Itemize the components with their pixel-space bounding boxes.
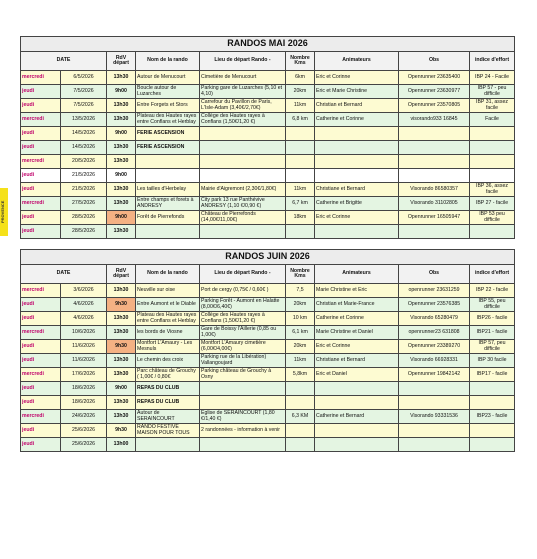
effort-cell: IBP 55, peu difficile (470, 298, 515, 312)
day-cell: jeudi (21, 424, 61, 438)
day-cell: jeudi (21, 438, 61, 452)
obs-cell (399, 438, 470, 452)
effort-cell (470, 438, 515, 452)
day-cell: mercredi (21, 197, 61, 211)
lieu-cell: Port de cergy (0,75€ / 0,60€ ) (200, 284, 286, 298)
effort-cell (470, 396, 515, 410)
col-rdv: RdV départ (107, 265, 136, 284)
day-cell: mercredi (21, 71, 61, 85)
date-cell: 25/6/2026 (61, 438, 107, 452)
col-rdv: RdV départ (107, 52, 136, 71)
time-cell: 9h30 (107, 424, 136, 438)
date-cell: 20/5/2026 (61, 155, 107, 169)
col-animateurs: Animateurs (315, 265, 399, 284)
table-row (21, 312, 515, 326)
name-cell: Autour de Menucourt (136, 71, 200, 85)
table-row (21, 424, 515, 438)
animateurs-cell (315, 169, 399, 183)
date-cell: 25/6/2026 (61, 424, 107, 438)
date-cell: 7/5/2026 (61, 99, 107, 113)
animateurs-cell: Eric et Corinne (315, 340, 399, 354)
km-cell: 6km (286, 71, 315, 85)
date-cell: 6/5/2026 (61, 71, 107, 85)
date-cell: 14/5/2026 (61, 141, 107, 155)
time-cell: 13h30 (107, 113, 136, 127)
day-cell: mercredi (21, 410, 61, 424)
lieu-cell: Carrefour du Pavillon de Paris, L'Isle-Adam (3,40€/2,70€) (200, 99, 286, 113)
lieu-cell: Mairie d'Aigremont (2,30€/1,80€) (200, 183, 286, 197)
date-cell: 28/5/2026 (61, 211, 107, 225)
effort-cell (470, 225, 515, 239)
name-cell: Plateau des Hautes rayes entre Conflans et Herblay (136, 113, 200, 127)
lieu-cell: Montfort L'Amaury cimetière (6,00€/4,00€) (200, 340, 286, 354)
col-effort: indice d'effort (470, 265, 515, 284)
date-cell: 18/6/2026 (61, 396, 107, 410)
name-cell: Entre champs et forets à ANDRESY (136, 197, 200, 211)
name-cell: RANDO FESTIVE MAISON POUR TOUS (136, 424, 200, 438)
obs-cell (399, 424, 470, 438)
effort-cell: IBP 31, assez facile (470, 99, 515, 113)
date-cell: 18/6/2026 (61, 382, 107, 396)
time-cell: 13h30 (107, 155, 136, 169)
effort-cell: IBP 24 - Facile (470, 71, 515, 85)
table-row (21, 85, 515, 99)
time-cell: 13h30 (107, 225, 136, 239)
effort-cell: IBP 27 - facile (470, 197, 515, 211)
effort-cell: IBP 36, assez facile (470, 183, 515, 197)
title-juin: RANDOS JUIN 2026 (21, 250, 515, 265)
animateurs-cell (315, 141, 399, 155)
table-row (21, 438, 515, 452)
obs-cell: Visorando 31102805 (399, 197, 470, 211)
obs-cell: Visorando 93331536 (399, 410, 470, 424)
effort-cell (470, 424, 515, 438)
effort-cell (470, 382, 515, 396)
col-nom: Nom de la rando (136, 265, 200, 284)
animateurs-cell (315, 382, 399, 396)
time-cell: 9h00 (107, 211, 136, 225)
animateurs-cell (315, 396, 399, 410)
effort-cell: IBP26 - facile (470, 312, 515, 326)
col-animateurs: Animateurs (315, 52, 399, 71)
name-cell: Le chemin des croix (136, 354, 200, 368)
effort-cell: IBP 57, peu difficile (470, 340, 515, 354)
obs-cell: openrunner23 631808 (399, 326, 470, 340)
km-cell: 20km (286, 340, 315, 354)
table-row (21, 354, 515, 368)
km-cell: 6,8 km (286, 113, 315, 127)
animateurs-cell (315, 225, 399, 239)
date-cell: 17/6/2026 (61, 368, 107, 382)
day-cell: mercredi (21, 113, 61, 127)
name-cell: Les tailles d'Herbelay (136, 183, 200, 197)
table-row (21, 225, 515, 239)
time-cell: 9h30 (107, 298, 136, 312)
time-cell: 9h30 (107, 340, 136, 354)
lieu-cell: Gare de Boissy l'Aillerie (0,85 ou 1,00€) (200, 326, 286, 340)
table-row (21, 410, 515, 424)
lieu-cell: Eglise de SERAINCOURT (1,80 €/1,40 €) (200, 410, 286, 424)
lieu-cell (200, 438, 286, 452)
km-cell: 6,1 km (286, 326, 315, 340)
table-row (21, 113, 515, 127)
effort-cell (470, 127, 515, 141)
lieu-cell (200, 169, 286, 183)
animateurs-cell (315, 155, 399, 169)
date-cell: 27/5/2026 (61, 197, 107, 211)
name-cell: REPAS DU CLUB (136, 382, 200, 396)
name-cell: Montfort L'Amaury - Les Mesnuls (136, 340, 200, 354)
time-cell: 13h30 (107, 410, 136, 424)
animateurs-cell: Catherine et Corinne (315, 113, 399, 127)
animateurs-cell: Eric et Daniel (315, 368, 399, 382)
table-row (21, 71, 515, 85)
day-cell: jeudi (21, 183, 61, 197)
day-cell: jeudi (21, 382, 61, 396)
time-cell: 13h30 (107, 326, 136, 340)
lieu-cell (200, 225, 286, 239)
date-cell: 11/6/2026 (61, 340, 107, 354)
obs-cell (399, 396, 470, 410)
obs-cell (399, 169, 470, 183)
table-row (21, 211, 515, 225)
date-cell: 11/6/2026 (61, 354, 107, 368)
animateurs-cell: Marie Christine et Eric (315, 284, 399, 298)
animateurs-cell: Eric et Corinne (315, 71, 399, 85)
lieu-cell: Parking château de Grouchy à Osny (200, 368, 286, 382)
day-cell: jeudi (21, 225, 61, 239)
km-cell (286, 438, 315, 452)
animateurs-cell (315, 438, 399, 452)
km-cell (286, 225, 315, 239)
obs-cell: Openrunner 16505947 (399, 211, 470, 225)
time-cell: 13h30 (107, 141, 136, 155)
time-cell: 13h30 (107, 197, 136, 211)
name-cell (136, 438, 200, 452)
obs-cell (399, 155, 470, 169)
time-cell: 9h00 (107, 382, 136, 396)
name-cell: Forêt de Pierrefonds (136, 211, 200, 225)
animateurs-cell: Eric et Corinne (315, 211, 399, 225)
table-row (21, 326, 515, 340)
obs-cell: Visorando 66928331 (399, 354, 470, 368)
time-cell: 13h30 (107, 99, 136, 113)
table-row (21, 141, 515, 155)
name-cell (136, 155, 200, 169)
table-mai (20, 36, 515, 239)
obs-cell: Visorando 65280479 (399, 312, 470, 326)
animateurs-cell (315, 127, 399, 141)
km-cell: 10 km (286, 312, 315, 326)
km-cell: 11km (286, 99, 315, 113)
name-cell: Plateau des Hautes rayes entre Conflans et Herblay (136, 312, 200, 326)
name-cell: Entre Forgets et Stors (136, 99, 200, 113)
name-cell: Neuville sur oise (136, 284, 200, 298)
obs-cell: Visorando 86580357 (399, 183, 470, 197)
day-cell: jeudi (21, 312, 61, 326)
day-cell: mercredi (21, 326, 61, 340)
time-cell: 13h30 (107, 183, 136, 197)
table-row (21, 284, 515, 298)
lieu-cell: Château de Pierrefonds (14,00€/11,00€) (200, 211, 286, 225)
km-cell (286, 169, 315, 183)
date-cell: 10/6/2026 (61, 326, 107, 340)
km-cell (286, 127, 315, 141)
km-cell: 5,8km (286, 368, 315, 382)
effort-cell: IBP 57 - peu difficile (470, 85, 515, 99)
date-cell: 28/5/2026 (61, 225, 107, 239)
table-row (21, 155, 515, 169)
obs-cell: visorando933 16845 (399, 113, 470, 127)
name-cell: Parc château de Grouchy ( 1,00€ / 0,80€ (136, 368, 200, 382)
obs-cell (399, 382, 470, 396)
name-cell: les bords de Viosne (136, 326, 200, 340)
obs-cell: openrunner 23631259 (399, 284, 470, 298)
animateurs-cell: Christian et Bernard (315, 99, 399, 113)
name-cell: Autour de SERAINCOURT (136, 410, 200, 424)
time-cell: 13h30 (107, 354, 136, 368)
obs-cell: Openrunner 19842142 (399, 368, 470, 382)
lieu-cell (200, 382, 286, 396)
header-row-mai (21, 52, 515, 71)
name-cell: FERIE ASCENSION (136, 141, 200, 155)
table-row (21, 298, 515, 312)
lieu-cell (200, 141, 286, 155)
obs-cell: Openrunner 23389270 (399, 340, 470, 354)
day-cell: jeudi (21, 298, 61, 312)
lieu-cell (200, 396, 286, 410)
time-cell: 13h30 (107, 368, 136, 382)
effort-cell (470, 169, 515, 183)
day-cell: jeudi (21, 169, 61, 183)
day-cell: jeudi (21, 99, 61, 113)
obs-cell (399, 127, 470, 141)
time-cell: 9h00 (107, 85, 136, 99)
day-cell: mercredi (21, 284, 61, 298)
day-cell: mercredi (21, 368, 61, 382)
lieu-cell (200, 127, 286, 141)
km-cell: 6,3 KM (286, 410, 315, 424)
name-cell: Boucle autour de Luzarches (136, 85, 200, 99)
name-cell: FERIE ASCENSION (136, 127, 200, 141)
col-effort: indice d'effort (470, 52, 515, 71)
schedule-sheet (20, 36, 514, 452)
col-lieu: Lieu de départ Rando - (200, 265, 286, 284)
name-cell (136, 169, 200, 183)
effort-cell: IBP17 - facile (470, 368, 515, 382)
km-cell (286, 155, 315, 169)
lieu-cell: Collège des Hautes rayes à Conflans (1,50€/1,20 €) (200, 113, 286, 127)
table-juin (20, 249, 515, 452)
effort-cell: IBP 30 facile (470, 354, 515, 368)
col-obs: Obs (399, 52, 470, 71)
col-nom: Nom de la rando (136, 52, 200, 71)
obs-cell: Openrunner 23570805 (399, 99, 470, 113)
lieu-cell: Cimetière de Menucourt (200, 71, 286, 85)
time-cell: 13h30 (107, 396, 136, 410)
name-cell: REPAS DU CLUB (136, 396, 200, 410)
effort-cell: IBP 53 peu difficile (470, 211, 515, 225)
day-cell: jeudi (21, 354, 61, 368)
km-cell: 7,5 (286, 284, 315, 298)
table-row (21, 396, 515, 410)
obs-cell: Openrunner 23576385 (399, 298, 470, 312)
date-cell: 3/6/2026 (61, 284, 107, 298)
km-cell: 18km (286, 211, 315, 225)
lieu-cell: Parking rue de la Libération) Vallangoujard (200, 354, 286, 368)
table-row (21, 197, 515, 211)
table-row (21, 99, 515, 113)
date-cell: 21/5/2026 (61, 169, 107, 183)
date-cell: 4/6/2026 (61, 312, 107, 326)
col-lieu: Lieu de départ Rando - (200, 52, 286, 71)
lieu-cell: Parking Forêt - Aumont en Halatte (8,00€/6,40€) (200, 298, 286, 312)
animateurs-cell: Christian et Marie-France (315, 298, 399, 312)
table-row (21, 127, 515, 141)
obs-cell: Openrunner 23635400 (399, 71, 470, 85)
km-cell (286, 382, 315, 396)
km-cell (286, 396, 315, 410)
col-date: DATE (21, 52, 107, 71)
day-cell: mercredi (21, 155, 61, 169)
animateurs-cell: Eric et Marie Christine (315, 85, 399, 99)
time-cell: 9h00 (107, 169, 136, 183)
time-cell: 13h30 (107, 312, 136, 326)
table-row (21, 368, 515, 382)
obs-cell: Openrunner 23630977 (399, 85, 470, 99)
title-mai: RANDOS MAI 2026 (21, 37, 515, 52)
day-cell: jeudi (21, 85, 61, 99)
effort-cell: IBP 22 - facile (470, 284, 515, 298)
col-kms: Nombre Kms (286, 52, 315, 71)
effort-cell: Facile (470, 113, 515, 127)
lieu-cell: Parking gare de Luzarches (5,10 et 4,10) (200, 85, 286, 99)
lieu-cell: City park 13 rue Panthévive ANDRESY (1,10 €/0,90 €) (200, 197, 286, 211)
effort-cell: IBP23 - facile (470, 410, 515, 424)
table-row (21, 382, 515, 396)
name-cell: Entre Aumont et le Diable (136, 298, 200, 312)
animateurs-cell: Christiane et Bernard (315, 183, 399, 197)
animateurs-cell: Catherine et Bernard (315, 410, 399, 424)
side-label: PROVENCE (0, 188, 8, 236)
table-row (21, 169, 515, 183)
animateurs-cell: Marie Christine et Daniel (315, 326, 399, 340)
km-cell (286, 424, 315, 438)
date-cell: 24/6/2026 (61, 410, 107, 424)
time-cell: 13h30 (107, 71, 136, 85)
km-cell: 20km (286, 298, 315, 312)
day-cell: jeudi (21, 127, 61, 141)
km-cell: 11km (286, 183, 315, 197)
time-cell: 13h30 (107, 284, 136, 298)
km-cell (286, 141, 315, 155)
km-cell: 11km (286, 354, 315, 368)
day-cell: jeudi (21, 396, 61, 410)
time-cell: 13h00 (107, 438, 136, 452)
lieu-cell: 2 randonnées - information à venir (200, 424, 286, 438)
date-cell: 7/5/2026 (61, 85, 107, 99)
day-cell: jeudi (21, 211, 61, 225)
effort-cell (470, 141, 515, 155)
obs-cell (399, 225, 470, 239)
day-cell: jeudi (21, 340, 61, 354)
animateurs-cell (315, 424, 399, 438)
date-cell: 4/6/2026 (61, 298, 107, 312)
header-row-juin (21, 265, 515, 284)
animateurs-cell: Catherine et Corinne (315, 312, 399, 326)
km-cell: 20km (286, 85, 315, 99)
date-cell: 21/5/2026 (61, 183, 107, 197)
table-row (21, 183, 515, 197)
col-obs: Obs (399, 265, 470, 284)
animateurs-cell: Catherine et Brigitte (315, 197, 399, 211)
effort-cell (470, 155, 515, 169)
animateurs-cell: Christiane et Bernard (315, 354, 399, 368)
col-kms: Nombre Kms (286, 265, 315, 284)
col-date: DATE (21, 265, 107, 284)
effort-cell: IBP21 - facile (470, 326, 515, 340)
table-row (21, 340, 515, 354)
date-cell: 13/5/2026 (61, 113, 107, 127)
lieu-cell (200, 155, 286, 169)
name-cell (136, 225, 200, 239)
lieu-cell: Collège des Hautes rayes à Conflans (1,50€/1,20 €) (200, 312, 286, 326)
obs-cell (399, 141, 470, 155)
day-cell: jeudi (21, 141, 61, 155)
date-cell: 14/5/2026 (61, 127, 107, 141)
km-cell: 6,7 km (286, 197, 315, 211)
time-cell: 9h00 (107, 127, 136, 141)
